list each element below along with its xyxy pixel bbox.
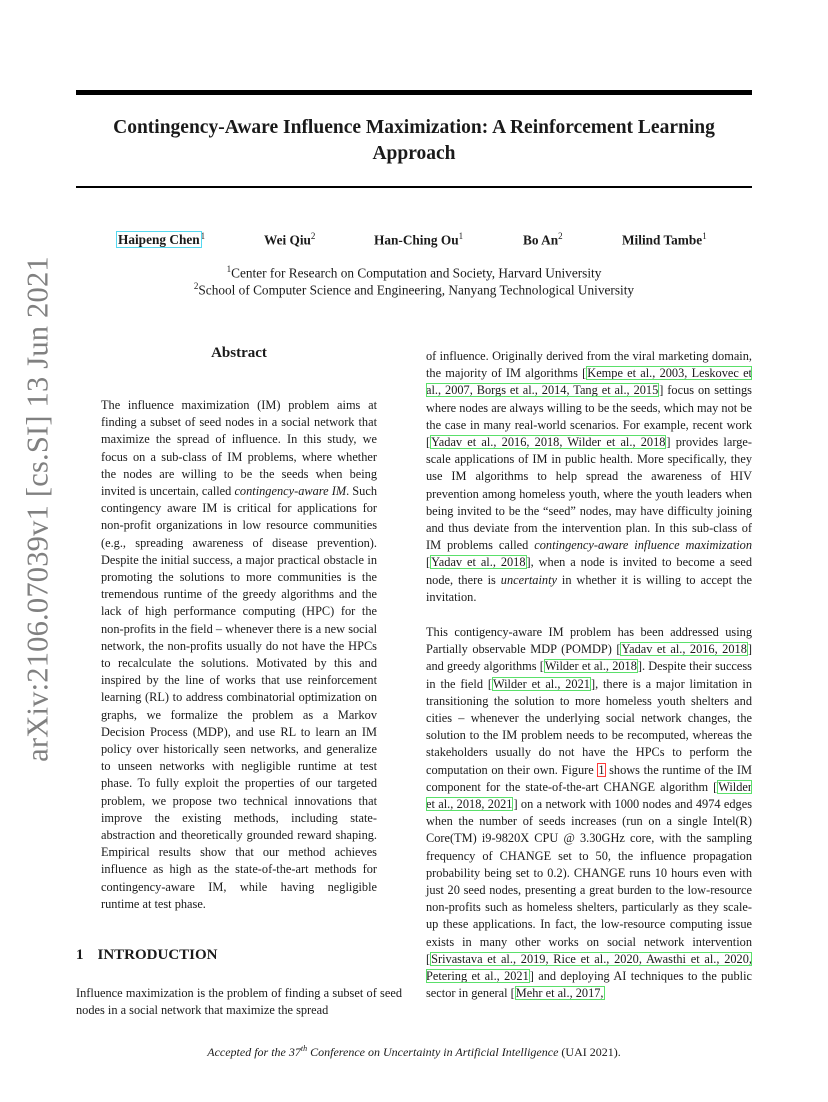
title-rule [76,186,752,188]
citation-link[interactable]: Yadav et al., 2016, 2018 [621,642,747,657]
author-wei-qiu: Wei Qiu$^2$ [264,231,316,248]
title-line-1: Contingency-Aware Influence Maximization: A Reinforcement Learning [113,117,715,138]
title-line-2: Approach [372,143,456,164]
citation-link[interactable]: Yadav et al., 2016, 2018, Wilder et al., 2018 [431,435,666,450]
paragraph-right-2: This contigency-aware IM problem has been addressed using Partially observable MDP (POMDP) [Yadav et al., 2016, 2018] and greedy algorithms [Wilder et al., 2018]. Despite their success in the field [Wilder et al., 2021], there is a major limitation in transitioning the solution to more homeless youth shelters and cities – whenever the underlying social network changes, the solution to the IM problem needs to be recomputed, whereas the stakeholders usually do not have the HPCs to perform the computation on their own. Figure 1 shows the runtime of the IM component for the state-of-the-art CHANGE algorithm [Wilder et al., 2018, 2021] on a network with 1000 nodes and 4974 edges when the number of seeds increases (run on a single Intel(R) Core(TM) i9-9820X CPU @ 3.30GHz core, with the sampling frequency of CHANGE set to 50, the influence propagation probability being set to 0.2). CHANGE runs 10 hours even with just 20 seed nodes, presenting a great burden to the low-resource non-profits such as homeless shelters, particularly as they scale-up these applications. In fact, the low-resource computing issue exists in many other works on social network intervention [Srivastava et al., 2019, Rice et al., 2020, Awasthi et al., 2020, Petering et al., 2021] and deploying AI techniques to the public sector in general [Mehr et al., 2017, [426,625,752,1001]
paper-title [76,115,752,167]
paragraph-right-1: of influence. Originally derived from the viral marketing domain, the majority of IM algorithms [Kempe et al., 2003, Leskovec et al., 2007, Borgs et al., 2014, Tang et al., 2015] focus on settings where nodes are always willing to be the seeds, which may not be the case in many real-world scenarios. For example, recent work [Yadav et al., 2016, 2018, Wilder et al., 2018] provides large-scale applications of IM in public health. More specifically, they use IM algorithms to help spread the awareness of HIV prevention among homeless youth, where the youth leaders when being invited to be the “seed” nodes, may have difficulty joining and thus deviate from the intervention plan. In this sub-class of IM problems called contingency-aware influence maximization [Yadav et al., 2018], when a node is invited to become a seed node, there is uncertainty in whether it is willing to accept the invitation. [426,349,753,604]
arxiv-stamp-text: arXiv:2106.07039v1 [cs.SI] 13 Jun 2021 [20,256,55,762]
conference-footer: Accepted for the 37th Conference on Uncertainty in Artificial Intelligence (UAI 2021). [207,1044,621,1059]
citation-link[interactable]: Srivastava et al., 2019, Rice et al., 2020, Awasthi et al., 2020, Petering et al., 2021 [426,951,752,984]
author-bo-an: Bo An$^2$ [523,231,563,248]
arxiv-identifier-stamp [12,256,64,762]
abstract-text: The influence maximization (IM) problem aims at finding a subset of seed nodes in a social network that maximize the spread of influence. In this study, we focus on a sub-class of IM problems, where whether the nodes are willing to be the seeds when being invited is uncertain, called contingency-aware IM. Such contingency aware IM is critical for applications for non-profit organizations in low resource communities (e.g., spreading awareness of disease prevention). Despite the initial success, a major practical obstacle in promoting the solutions to more communities is the tremendous runtime of the greedy algorithms and the lack of high performance computing (HPC) for the non-profits in the field – whenever there is a new social network, the non-profits usually do not have the HPCs to recalculate the solutions. Motivated by this and inspired by the line of works that use reinforcement learning (RL) to address combinatorial optimization on graphs, we formalize the problem as a Markov Decision Process (MDP), and use RL to learn an IM policy over historically seen networks, and generalize to unseen networks with negligible runtime at test phase. To fully exploit the properties of our targeted problem, we propose two technical innovations that improve the existing methods, including state-abstraction and theoretically grounded reward shaping. Empirical results show that our method achieves influence as high as the state-of-the-art methods for contingency-aware IM, while having negligible runtime at test phase. [101,398,377,911]
citation-link[interactable]: Kempe et al., 2003, Leskovec et al., 2007, Borgs et al., 2014, Tang et al., 2015 [426,366,752,398]
abstract-heading: Abstract [211,345,267,361]
author-han-ching-ou: Han-Ching Ou$^1$ [374,231,464,248]
affiliation-1: $^1$Center for Research on Computation and Society, Harvard University [226,264,602,281]
citation-link[interactable]: Wilder et al., 2018 [544,659,637,674]
top-rule [76,90,752,95]
section-heading-introduction: 1 INTRODUCTION [76,947,218,963]
figure-reference-link[interactable]: 1 [598,762,605,777]
citation-link[interactable]: Yadav et al., 2018 [431,555,526,570]
citation-link[interactable]: Wilder et al., 2021 [492,676,590,691]
citation-link[interactable]: Wilder et al., 2018, 2021 [426,779,752,812]
affiliation-2: $^2$School of Computer Science and Engineering, Nanyang Technological University [193,281,635,298]
author-haipeng-chen[interactable]: Haipeng Chen$^1$ [118,231,206,248]
author-milind-tambe: Milind Tambe$^1$ [622,231,707,248]
citation-link[interactable]: Mehr et al., 2017, [515,986,604,1001]
introduction-text: Influence maximization is the problem of finding a subset of seed nodes in a social network that maximize the spread [76,986,402,1018]
